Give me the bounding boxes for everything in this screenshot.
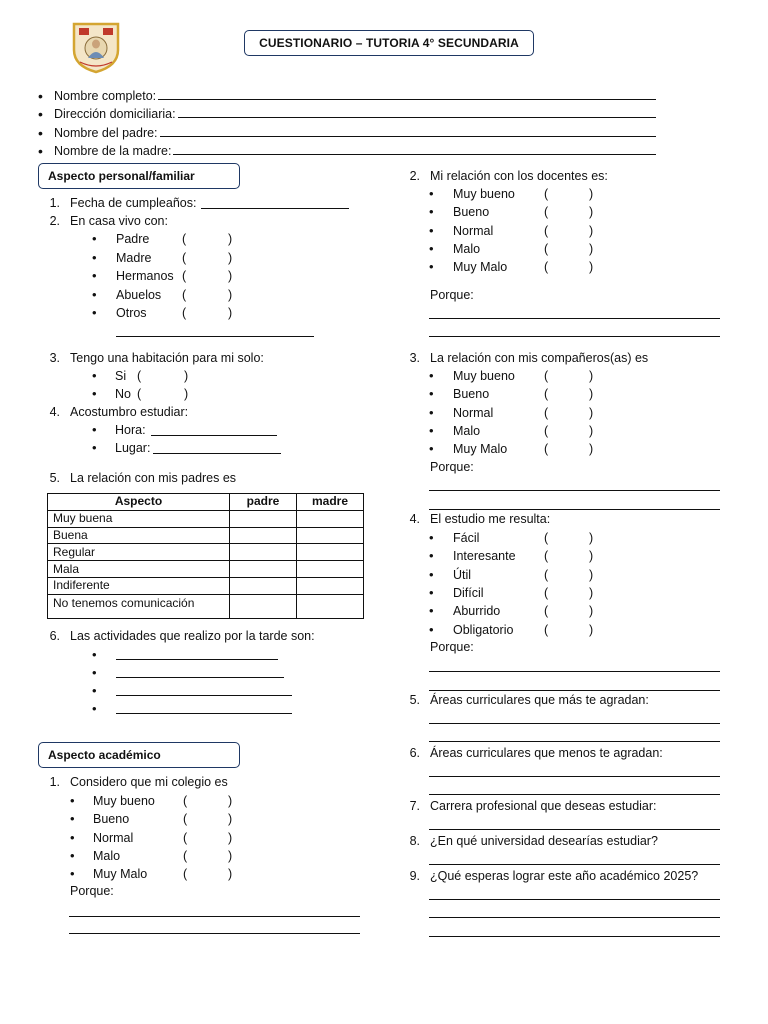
question-number: 8.: [409, 834, 420, 848]
activity-answer-line[interactable]: [116, 659, 278, 660]
option-label: Madre: [116, 250, 152, 265]
checkbox-close: ): [184, 387, 189, 401]
question-number: 5.: [409, 693, 420, 707]
mother-answer-cell[interactable]: [297, 510, 364, 527]
checkbox-open: (: [544, 531, 549, 545]
checkbox-open: (: [544, 442, 549, 457]
option-label: Normal: [453, 223, 494, 238]
aspect-cell: Regular: [48, 544, 230, 561]
school-crest-logo: [70, 20, 122, 74]
question-text: Considero que mi colegio es: [70, 775, 228, 789]
why-label: Porque:: [70, 884, 114, 898]
why-answer-line[interactable]: [69, 916, 360, 917]
answer-line[interactable]: [429, 490, 720, 491]
question-text: Áreas curriculares que menos te agradan:: [430, 746, 663, 760]
checkbox-close: ): [589, 405, 594, 420]
place-answer-line[interactable]: [153, 453, 281, 454]
checkbox-open: (: [183, 812, 188, 827]
field-label: Nombre de la madre:: [54, 144, 172, 158]
checkbox-close: ): [184, 369, 189, 383]
mother-answer-cell[interactable]: [297, 561, 364, 578]
parents-relation-table: [47, 493, 364, 619]
bullet-icon: •: [429, 584, 434, 600]
checkbox-close: ): [228, 250, 233, 265]
checkbox-open: (: [137, 369, 142, 383]
hour-answer-line[interactable]: [151, 435, 277, 436]
bullet-icon: •: [70, 793, 75, 808]
bullet-icon: •: [38, 87, 43, 104]
answer-line[interactable]: [429, 671, 720, 672]
bullet-icon: •: [92, 440, 97, 455]
question-text: Las actividades que realizo por la tarde son:: [70, 629, 315, 643]
checkbox-close: ): [228, 232, 233, 246]
checkbox-close: ): [589, 622, 594, 637]
document-title: CUESTIONARIO – TUTORIA 4° SECUNDARIA: [244, 30, 534, 56]
checkbox-close: ): [589, 423, 594, 438]
answer-line[interactable]: [158, 99, 656, 100]
option-label: Si: [115, 369, 127, 383]
bullet-icon: •: [92, 249, 97, 265]
checkbox-close: ): [228, 830, 233, 845]
bullet-icon: •: [429, 621, 434, 637]
field-label: Dirección domiciliaria:: [54, 107, 176, 121]
option-label: Bueno: [453, 205, 490, 220]
bullet-icon: •: [429, 386, 434, 402]
field-label: Nombre del padre:: [54, 125, 158, 140]
bullet-icon: •: [92, 647, 97, 662]
birthday-answer-line[interactable]: [201, 208, 349, 209]
question-text: ¿Qué esperas lograr este año académico 2025?: [430, 869, 699, 883]
checkbox-open: (: [544, 223, 549, 238]
bullet-icon: •: [429, 441, 434, 457]
checkbox-close: ): [228, 848, 233, 863]
answer-line[interactable]: [429, 864, 720, 865]
question-text: En casa vivo con:: [70, 214, 168, 228]
checkbox-close: ): [589, 531, 594, 545]
column-header-father: padre: [230, 494, 297, 511]
question-text: Mi relación con los docentes es:: [430, 169, 608, 183]
checkbox-close: ): [589, 567, 594, 582]
question-number: 9.: [409, 869, 420, 883]
option-label: Normal: [93, 830, 134, 845]
bullet-icon: •: [92, 665, 97, 680]
bullet-icon: •: [429, 368, 434, 383]
answer-line[interactable]: [429, 794, 720, 795]
checkbox-open: (: [544, 205, 549, 220]
checkbox-close: ): [589, 187, 594, 201]
question-number: 3.: [49, 351, 60, 365]
bullet-icon: •: [70, 829, 75, 845]
question-number: 2.: [49, 214, 60, 228]
option-label: Aburrido: [453, 604, 501, 619]
bullet-icon: •: [429, 404, 434, 420]
bullet-icon: •: [429, 186, 434, 201]
personal-fields: [36, 84, 656, 158]
checkbox-close: ): [589, 369, 594, 383]
option-label: Malo: [453, 241, 481, 256]
question-text: Carrera profesional que deseas estudiar:: [430, 799, 657, 813]
checkbox-close: ): [589, 260, 594, 275]
checkbox-open: (: [544, 369, 549, 383]
checkbox-close: ): [228, 867, 233, 882]
bullet-icon: •: [92, 701, 97, 716]
bullet-icon: •: [429, 530, 434, 545]
bullet-icon: •: [92, 386, 97, 401]
option-label: Lugar:: [115, 441, 151, 455]
question-text: Áreas curriculares que más te agradan:: [430, 693, 649, 707]
checkbox-close: ): [228, 269, 233, 283]
question-text: Fecha de cumpleaños:: [70, 196, 197, 210]
section-academic-title: Aspecto académico: [38, 742, 240, 768]
checkbox-open: (: [544, 260, 549, 275]
option-label: Otros: [116, 306, 147, 320]
question-text: El estudio me resulta:: [430, 512, 551, 526]
option-label: Difícil: [453, 585, 484, 600]
checkbox-open: (: [182, 250, 187, 265]
checkbox-close: ): [228, 306, 233, 320]
answer-line[interactable]: [173, 154, 656, 155]
checkbox-open: (: [183, 830, 188, 845]
question-number: 6.: [49, 629, 60, 643]
bullet-icon: •: [429, 259, 434, 275]
bullet-icon: •: [38, 106, 43, 122]
option-label: Muy Malo: [453, 442, 508, 457]
option-label: No: [115, 387, 131, 401]
answer-line[interactable]: [429, 917, 720, 918]
activity-answer-line[interactable]: [116, 713, 292, 714]
checkbox-open: (: [544, 387, 549, 402]
why-answer-line[interactable]: [69, 933, 360, 934]
father-answer-cell[interactable]: [230, 577, 297, 594]
bullet-icon: •: [92, 305, 97, 320]
others-answer-line[interactable]: [116, 336, 314, 337]
checkbox-close: ): [589, 585, 594, 600]
column-header-mother: madre: [297, 494, 364, 511]
bullet-icon: •: [429, 566, 434, 582]
option-label: Hermanos: [116, 269, 174, 283]
checkbox-close: ): [589, 549, 594, 564]
aspect-cell: Indiferente: [48, 577, 230, 594]
checkbox-close: ): [589, 442, 594, 457]
question-number: 1.: [49, 196, 60, 210]
bullet-icon: •: [429, 422, 434, 438]
table-row: [48, 527, 364, 544]
checkbox-open: (: [544, 405, 549, 420]
checkbox-open: (: [544, 604, 549, 619]
checkbox-open: (: [182, 232, 187, 246]
mother-answer-cell[interactable]: [297, 527, 364, 544]
question-text: ¿En qué universidad desearías estudiar?: [430, 834, 658, 848]
answer-line[interactable]: [178, 117, 656, 118]
option-label: Fácil: [453, 531, 480, 545]
bullet-icon: •: [429, 603, 434, 619]
checkbox-open: (: [544, 241, 549, 256]
activity-answer-line[interactable]: [116, 695, 292, 696]
option-label: Padre: [116, 232, 150, 246]
option-label: Abuelos: [116, 287, 162, 302]
table-row: [48, 544, 364, 561]
bullet-icon: •: [92, 286, 97, 302]
father-answer-cell[interactable]: [230, 594, 297, 618]
activity-answer-line[interactable]: [116, 677, 284, 678]
checkbox-close: ): [589, 241, 594, 256]
father-answer-cell[interactable]: [230, 510, 297, 527]
checkbox-close: ): [589, 223, 594, 238]
answer-line[interactable]: [429, 776, 720, 777]
option-label: Bueno: [453, 387, 490, 402]
checkbox-close: ): [228, 794, 233, 808]
why-label: Porque:: [430, 460, 474, 474]
option-label: Muy Malo: [93, 867, 148, 882]
aspect-cell: Buena: [48, 527, 230, 544]
table-row: [48, 510, 364, 527]
option-label: Interesante: [453, 549, 516, 564]
checkbox-close: ): [589, 387, 594, 402]
bullet-icon: •: [92, 422, 97, 437]
table-header-row: [48, 494, 364, 511]
option-label: Muy bueno: [453, 187, 515, 201]
checkbox-open: (: [544, 585, 549, 600]
checkbox-open: (: [544, 567, 549, 582]
checkbox-close: ): [589, 604, 594, 619]
answer-line[interactable]: [429, 899, 720, 900]
answer-line[interactable]: [429, 318, 720, 319]
table-row: [48, 577, 364, 594]
checkbox-open: (: [544, 622, 549, 637]
father-answer-cell[interactable]: [230, 544, 297, 561]
question-number: 4.: [409, 512, 420, 526]
option-label: Muy bueno: [453, 369, 515, 383]
aspect-cell: Muy buena: [48, 510, 230, 527]
why-label: Porque:: [430, 288, 474, 302]
father-answer-cell[interactable]: [230, 561, 297, 578]
checkbox-open: (: [183, 867, 188, 882]
option-label: Útil: [453, 567, 472, 582]
answer-line[interactable]: [429, 741, 720, 742]
bullet-icon: •: [429, 548, 434, 564]
bullet-icon: •: [92, 368, 97, 383]
option-label: Hora:: [115, 423, 146, 437]
bullet-icon: •: [92, 683, 97, 698]
question-text: Acostumbro estudiar:: [70, 405, 189, 419]
question-text: Tengo una habitación para mi solo:: [70, 351, 264, 365]
mother-answer-cell[interactable]: [297, 577, 364, 594]
checkbox-open: (: [182, 287, 187, 302]
table-row: [48, 594, 364, 618]
table-row: [48, 561, 364, 578]
answer-line[interactable]: [429, 690, 720, 691]
option-label: Muy bueno: [93, 794, 155, 808]
checkbox-open: (: [137, 387, 142, 401]
bullet-icon: •: [429, 204, 434, 220]
bullet-icon: •: [92, 268, 97, 283]
checkbox-open: (: [544, 187, 549, 201]
answer-line[interactable]: [429, 509, 720, 510]
question-number: 4.: [49, 405, 60, 419]
question-number: 7.: [409, 799, 420, 813]
checkbox-open: (: [544, 423, 549, 438]
question-text: La relación con mis padres es: [70, 471, 237, 485]
bullet-icon: •: [429, 240, 434, 256]
mother-answer-cell[interactable]: [297, 594, 364, 618]
bullet-icon: •: [429, 222, 434, 238]
bullet-icon: •: [92, 231, 97, 246]
question-text: La relación con mis compañeros(as) es: [430, 351, 649, 365]
question-number: 2.: [409, 169, 420, 183]
question-number: 6.: [409, 746, 420, 760]
option-label: Normal: [453, 405, 494, 420]
question-number: 3.: [409, 351, 420, 365]
field-label: Nombre completo:: [54, 88, 157, 103]
bullet-icon: •: [38, 143, 43, 159]
answer-line[interactable]: [429, 336, 720, 337]
bullet-icon: •: [38, 124, 43, 141]
mother-name-field[interactable]: [36, 140, 656, 159]
option-label: Obligatorio: [453, 622, 514, 637]
father-name-field[interactable]: [36, 121, 656, 140]
option-label: Malo: [93, 848, 121, 863]
checkbox-close: ): [228, 812, 233, 827]
checkbox-close: ): [589, 205, 594, 220]
bullet-icon: •: [70, 811, 75, 827]
bullet-icon: •: [70, 847, 75, 863]
aspect-cell: Mala: [48, 561, 230, 578]
answer-line[interactable]: [160, 136, 656, 137]
option-label: Bueno: [93, 812, 130, 827]
checkbox-open: (: [182, 269, 187, 283]
column-header-aspect: Aspecto: [48, 494, 230, 511]
checkbox-open: (: [183, 794, 188, 808]
answer-line[interactable]: [429, 936, 720, 937]
bullet-icon: •: [70, 866, 75, 882]
question-number: 1.: [49, 775, 60, 789]
checkbox-open: (: [544, 549, 549, 564]
full-name-field[interactable]: [36, 84, 656, 103]
checkbox-open: (: [183, 848, 188, 863]
aspect-cell: No tenemos comunicación: [48, 594, 230, 618]
mother-answer-cell[interactable]: [297, 544, 364, 561]
question-number: 5.: [49, 471, 60, 485]
section-personal-title: Aspecto personal/familiar: [38, 163, 240, 189]
why-label: Porque:: [430, 640, 474, 654]
answer-line[interactable]: [429, 723, 720, 724]
answer-line[interactable]: [429, 829, 720, 830]
checkbox-open: (: [182, 306, 187, 320]
option-label: Muy Malo: [453, 260, 508, 275]
address-field[interactable]: [36, 103, 656, 122]
checkbox-close: ): [228, 287, 233, 302]
option-label: Malo: [453, 423, 481, 438]
father-answer-cell[interactable]: [230, 527, 297, 544]
